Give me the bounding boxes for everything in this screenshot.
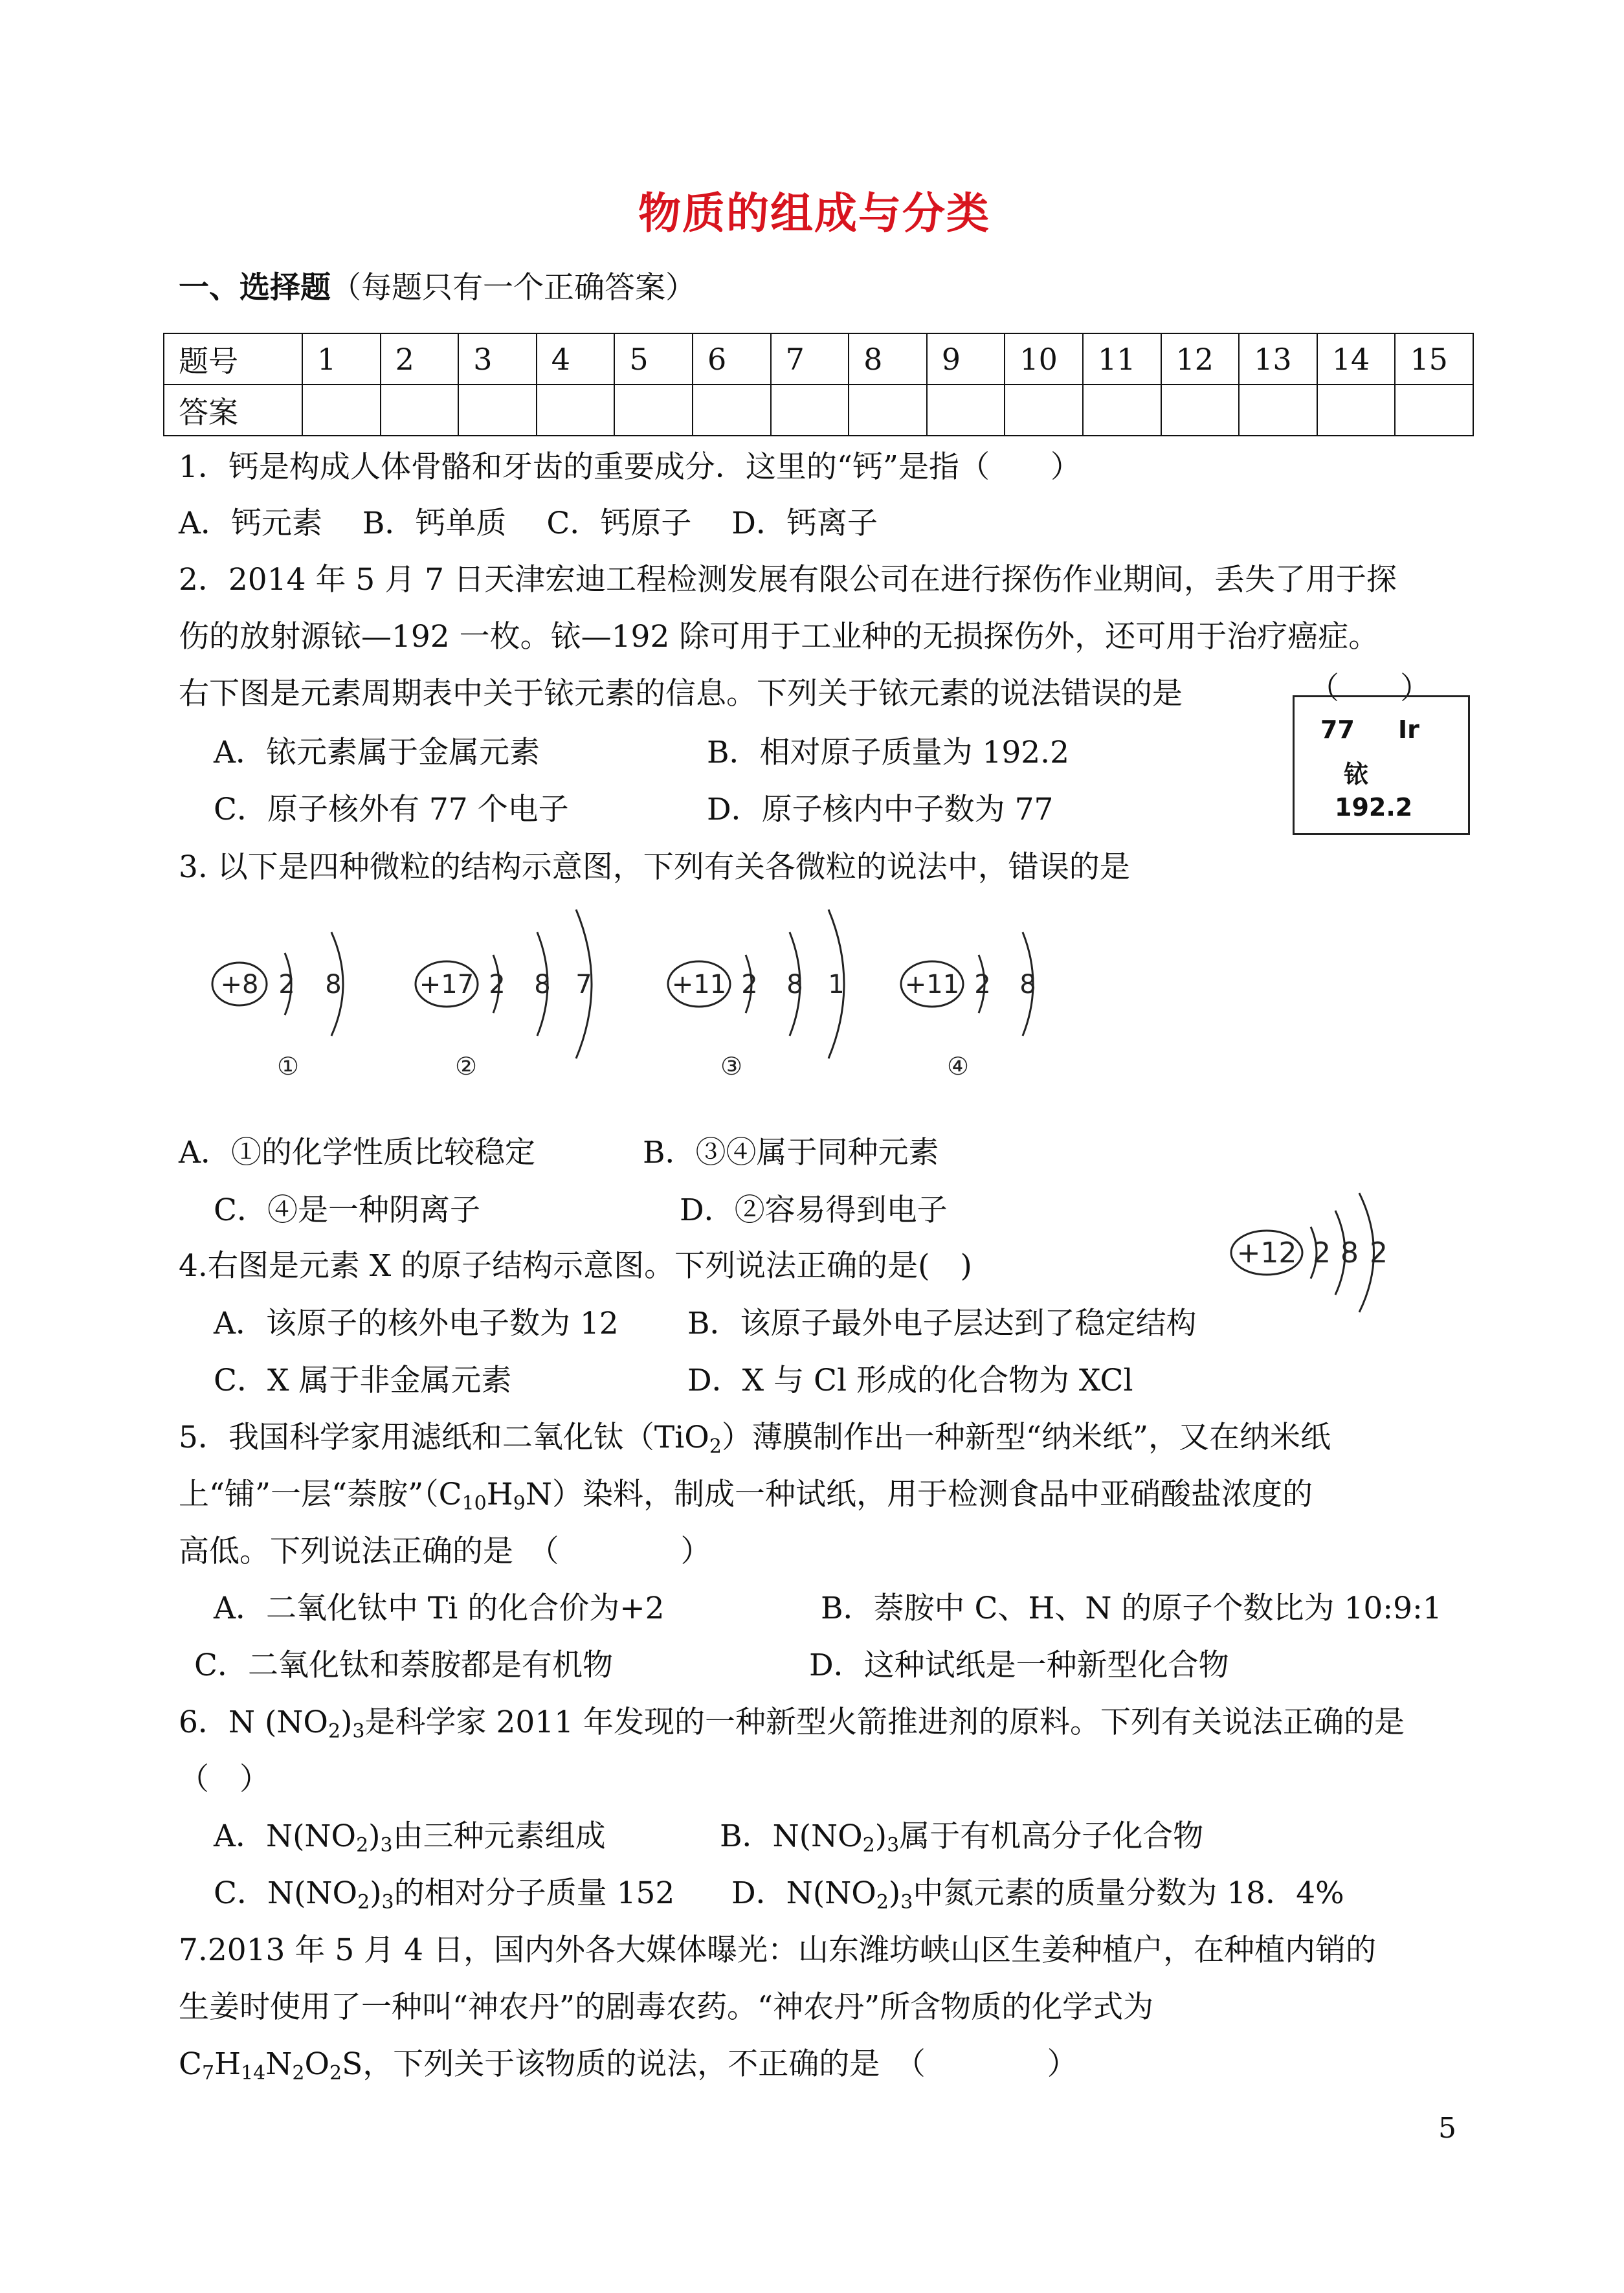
text-run: )	[340, 1705, 353, 1740]
question-5-option-b: B．萘胺中 C、H、N 的原子个数比为 10:9:1	[821, 1591, 1442, 1626]
atom-diagram-1	[212, 932, 343, 1080]
subscript: 3	[900, 1891, 913, 1914]
table-cell-number: 3	[458, 333, 537, 385]
question-5-option-d: D．这种试纸是一种新型化合物	[809, 1648, 1229, 1683]
text-run: )	[368, 1818, 381, 1854]
question-2-option-b: B．相对原子质量为 192.2	[707, 735, 1070, 770]
answer-cell[interactable]	[1083, 385, 1161, 436]
answer-cell[interactable]	[1317, 385, 1396, 436]
question-2-paren: （ ）	[1309, 671, 1430, 706]
answer-cell[interactable]	[1239, 385, 1317, 436]
text-run: )	[370, 1875, 382, 1911]
section-number: 一、选择题	[179, 270, 331, 306]
question-1-options: A．钙元素 B．钙单质 C．钙原子 D．钙离子	[179, 506, 878, 541]
subscript: 2	[356, 1834, 369, 1857]
table-row-label: 题号	[164, 333, 302, 385]
text-run: 5．我国科学家用滤纸和二氧化钛（TiO	[179, 1420, 709, 1455]
question-4-option-c: C．X 属于非金属元素	[214, 1363, 512, 1398]
table-cell-number: 15	[1395, 333, 1473, 385]
subscript: 9	[513, 1492, 526, 1515]
answer-cell[interactable]	[458, 385, 537, 436]
nucleus-charge: +8	[220, 970, 259, 1000]
question-2-option-c: C．原子核外有 77 个电子	[214, 792, 569, 827]
element-symbol: Ir	[1398, 715, 1419, 744]
question-5-option-a: A．二氧化钛中 Ti 的化合价为+2	[214, 1591, 665, 1626]
shell-electrons: 2	[1313, 1236, 1331, 1270]
question-6-line1	[179, 1705, 1405, 1743]
shell-electrons: 1	[828, 970, 845, 1000]
subscript: 2	[876, 1891, 889, 1914]
question-3-option-a: A．①的化学性质比较稳定	[179, 1135, 535, 1170]
question-6-option-b	[720, 1818, 1204, 1857]
question-2-option-a: A．铱元素属于金属元素	[214, 735, 540, 770]
answer-cell[interactable]	[693, 385, 771, 436]
subscript: 2	[709, 1435, 722, 1458]
answer-cell[interactable]	[771, 385, 849, 436]
text-run: S	[342, 2046, 363, 2082]
subscript: 10	[462, 1492, 487, 1515]
subscript: 2	[328, 1720, 341, 1743]
shell-electrons: 8	[534, 970, 551, 1000]
element-number: 77	[1320, 715, 1355, 744]
question-4-option-d: D．X 与 Cl 形成的化合物为 XCl	[687, 1363, 1133, 1398]
table-row-answers	[164, 385, 1473, 436]
atom-diagram-4	[901, 932, 1036, 1080]
question-2-line3: 右下图是元素周期表中关于铱元素的信息。下列关于铱元素的说法错误的是	[179, 676, 1183, 711]
text-run: 属于有机高分子化合物	[899, 1818, 1204, 1854]
answer-cell[interactable]	[614, 385, 693, 436]
text-run: 中氮元素的质量分数为 18．4%	[913, 1875, 1344, 1911]
question-1-stem: 1．钙是构成人体骨骼和牙齿的重要成分．这里的“钙”是指（ ）	[179, 449, 1081, 485]
subscript: 2	[862, 1834, 875, 1857]
table-cell-number: 2	[381, 333, 459, 385]
shell-electrons: 8	[1019, 970, 1036, 1000]
answer-cell[interactable]	[302, 385, 381, 436]
table-cell-number: 11	[1083, 333, 1161, 385]
text-run: A．N(NO	[214, 1818, 357, 1854]
answer-cell[interactable]	[381, 385, 459, 436]
particle-label: ②	[454, 1052, 478, 1080]
table-cell-number: 9	[927, 333, 1005, 385]
particle-label: ③	[720, 1052, 743, 1080]
answer-cell[interactable]	[1005, 385, 1083, 436]
answer-table	[163, 333, 1474, 436]
text-run: 上“铺”一层“萘胺”（C	[179, 1477, 462, 1512]
particle-label: ④	[946, 1052, 970, 1080]
nucleus-charge: +11	[671, 970, 727, 1000]
question-7-line2: 生姜时使用了一种叫“神农丹”的剧毒农药。“神农丹”所含物质的化学式为	[179, 1989, 1154, 2025]
subscript: 3	[380, 1834, 393, 1857]
table-row-numbers	[164, 333, 1473, 385]
nucleus-charge: +12	[1236, 1236, 1297, 1270]
text-run: 的相对分子质量 152	[394, 1875, 675, 1911]
table-cell-number: 10	[1005, 333, 1083, 385]
text-run: N	[265, 2046, 293, 2082]
shell-electrons: 2	[489, 970, 506, 1000]
question-5-option-c: C．二氧化钛和萘胺都是有机物	[194, 1648, 613, 1683]
table-row-label: 答案	[164, 385, 302, 436]
subscript: 2	[292, 2062, 305, 2085]
text-run: 是科学家 2011 年发现的一种新型火箭推进剂的原料。下列有关说法正确的是	[364, 1705, 1405, 1740]
table-cell-number: 14	[1317, 333, 1396, 385]
element-iridium-card	[1293, 695, 1470, 835]
answer-cell[interactable]	[849, 385, 927, 436]
answer-cell[interactable]	[537, 385, 615, 436]
question-2-line2: 伤的放射源铱—192 一枚。铱—192 除可用于工业种的无损探伤外，还可用于治疗癌症。	[179, 619, 1379, 654]
text-run: B．N(NO	[720, 1818, 863, 1854]
text-run: 由三种元素组成	[392, 1818, 606, 1854]
subscript: 7	[201, 2062, 215, 2085]
question-4-option-a: A．该原子的核外电子数为 12	[214, 1306, 619, 1341]
text-run: 6．N (NO	[179, 1705, 328, 1740]
atom-diagram-x	[1227, 1188, 1421, 1317]
shell-electrons: 8	[325, 970, 342, 1000]
atomic-structure-diagrams	[188, 900, 1068, 1088]
text-run: N）染料，制成一种试纸，用于检测食品中亚硝酸盐浓度的	[525, 1477, 1313, 1512]
question-5-line3: 高低。下列说法正确的是 （ ）	[179, 1534, 711, 1569]
question-2-option-d: D．原子核内中子数为 77	[707, 792, 1054, 827]
text-run: H	[214, 2046, 241, 2082]
question-6-line2: （ ）	[179, 1762, 270, 1797]
section-heading	[179, 270, 696, 306]
shell-electrons: 7	[575, 970, 592, 1000]
table-cell-number: 4	[537, 333, 615, 385]
subscript: 3	[352, 1720, 365, 1743]
table-cell-number: 6	[693, 333, 771, 385]
table-cell-number: 1	[302, 333, 381, 385]
question-7-line1: 7.2013 年 5 月 4 日，国内外各大媒体曝光：山东潍坊峡山区生姜种植户，在种植内销的	[179, 1932, 1376, 1968]
question-5-line2	[179, 1477, 1313, 1515]
atom-diagram-3	[668, 910, 845, 1080]
question-3-stem: 3. 以下是四种微粒的结构示意图，下列有关各微粒的说法中，错误的是	[179, 849, 1130, 885]
answer-cell[interactable]	[1161, 385, 1240, 436]
text-run: ，下列关于该物质的说法，不正确的是 （ ）	[362, 2046, 1078, 2082]
question-7-line3	[179, 2046, 1078, 2085]
subscript: 3	[887, 1834, 900, 1857]
text-run: H	[486, 1477, 513, 1512]
subscript: 2	[357, 1891, 370, 1914]
answer-cell[interactable]	[1395, 385, 1473, 436]
question-3-option-c: C．④是一种阴离子	[214, 1192, 480, 1228]
question-5-line1	[179, 1420, 1331, 1458]
shell-electrons: 2	[278, 970, 295, 1000]
particle-label: ①	[276, 1052, 300, 1080]
section-note: （每题只有一个正确答案）	[331, 270, 696, 306]
table-cell-number: 7	[771, 333, 849, 385]
table-cell-number: 12	[1161, 333, 1240, 385]
table-cell-number: 13	[1239, 333, 1317, 385]
question-6-option-d	[731, 1875, 1344, 1914]
nucleus-charge: +11	[904, 970, 960, 1000]
question-6-option-c	[214, 1875, 675, 1914]
subscript: 14	[241, 2062, 266, 2085]
page-title: 物质的组成与分类	[638, 188, 990, 238]
text-run: D．N(NO	[731, 1875, 876, 1911]
shell-electrons: 8	[786, 970, 803, 1000]
element-mass: 192.2	[1335, 793, 1413, 822]
shell-electrons: 2	[741, 970, 758, 1000]
table-cell-number: 5	[614, 333, 693, 385]
answer-cell[interactable]	[927, 385, 1005, 436]
shell-electrons: 2	[1370, 1236, 1388, 1270]
text-run: O	[304, 2046, 330, 2082]
table-cell-number: 8	[849, 333, 927, 385]
text-run: )	[874, 1818, 887, 1854]
shell-electrons: 2	[974, 970, 991, 1000]
question-6-option-a	[214, 1818, 606, 1857]
atom-diagram-2	[416, 910, 592, 1080]
question-4-option-b: B．该原子最外电子层达到了稳定结构	[687, 1306, 1197, 1341]
page-number: 5	[1438, 2112, 1456, 2145]
text-run: C．N(NO	[214, 1875, 358, 1911]
text-run: ）薄膜制作出一种新型“纳米纸”，又在纳米纸	[721, 1420, 1331, 1455]
subscript: 3	[381, 1891, 394, 1914]
question-3-option-d: D．②容易得到电子	[680, 1192, 948, 1228]
question-2-line1: 2．2014 年 5 月 7 日天津宏迪工程检测发展有限公司在进行探伤作业期间，丢失了用于探	[179, 562, 1397, 598]
text-run: )	[888, 1875, 901, 1911]
subscript: 2	[329, 2062, 342, 2085]
nucleus-charge: +17	[419, 970, 474, 1000]
question-4-stem: 4.右图是元素 X 的原子结构示意图。下列说法正确的是( )	[179, 1248, 972, 1284]
text-run: C	[179, 2046, 202, 2082]
shell-electrons: 8	[1340, 1236, 1359, 1270]
element-name: 铱	[1344, 760, 1369, 789]
question-3-option-b: B．③④属于同种元素	[643, 1135, 939, 1170]
